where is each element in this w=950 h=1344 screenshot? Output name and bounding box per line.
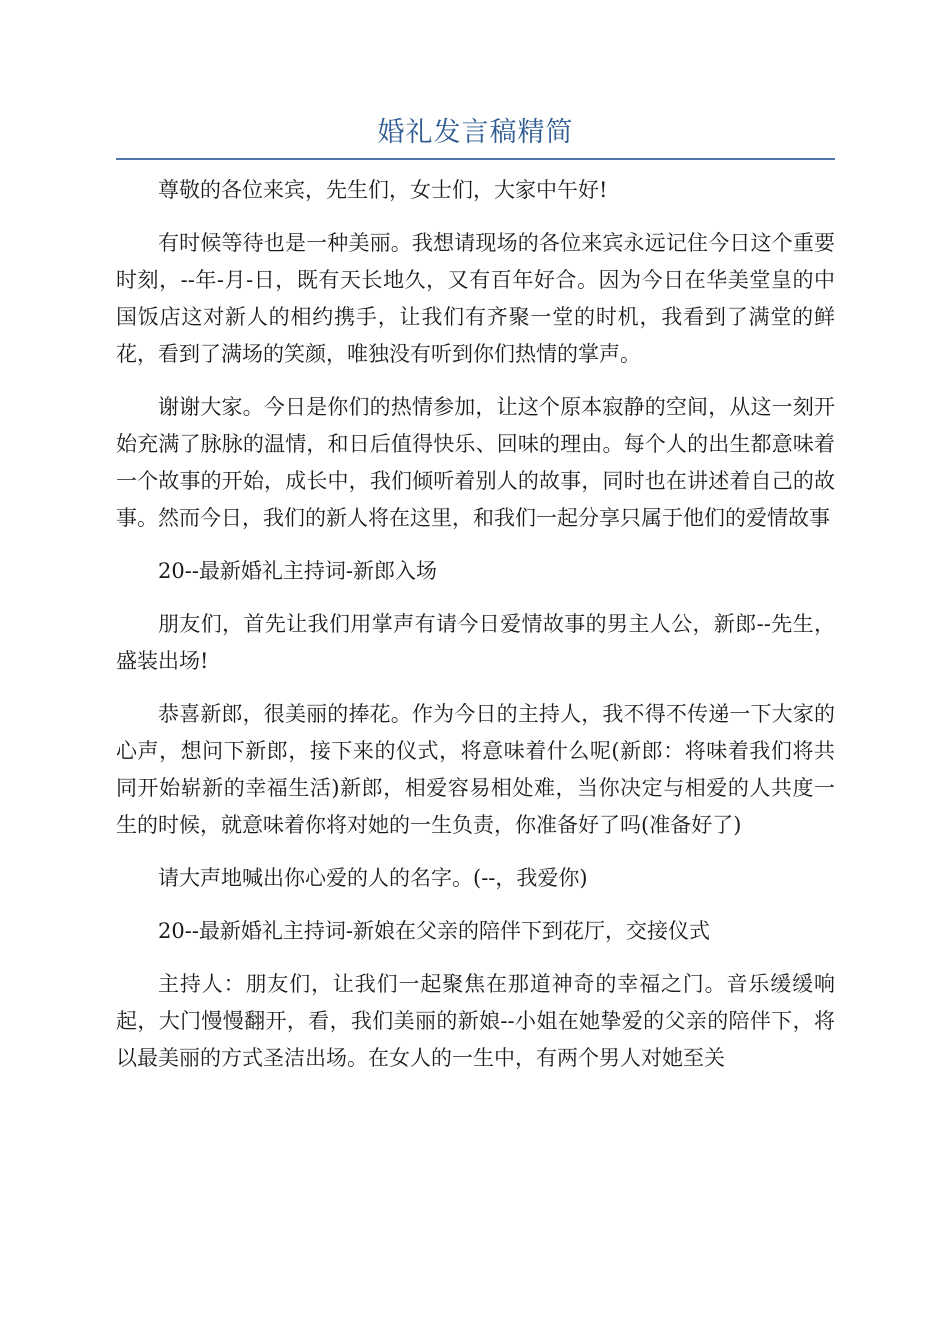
- section-heading-groom-entrance: 20--最新婚礼主持词-新郎入场: [158, 559, 438, 583]
- document-body: [116, 172, 835, 1093]
- paragraph-groom-question: 恭喜新郎，很美丽的捧花。作为今日的主持人，我不得不传递一下大家的心声，想问下新郎，接下来的仪式，将意味着什么呢(新郎：将味着我们将共同开始崭新的幸福生活)新郎，相爱容易相处难，当你决定与相爱的人共度一生的时候，就意味着你将对她的一生负责，你准备好了吗(准备好了): [116, 702, 835, 837]
- paragraph-call-name: 请大声地喊出你心爱的人的名字。(--，我爱你): [158, 866, 588, 890]
- paragraph-thanks: 谢谢大家。今日是你们的热情参加，让这个原本寂静的空间，从这一刻开始充满了脉脉的温情，和日后值得快乐、回味的理由。每个人的出生都意味着一个故事的开始，成长中，我们倾听着别人的故事，同时也在讲述着自己的故事。然而今日，我们的新人将在这里，和我们一起分享只属于他们的爱情故事: [116, 395, 835, 530]
- title-block: [116, 112, 835, 160]
- paragraph-waiting: 有时候等待也是一种美丽。我想请现场的各位来宾永远记住今日这个重要时刻，--年-月-日，既有天长地久，又有百年好合。因为今日在华美堂皇的中国饭店这对新人的相约携手，让我们有齐聚一堂的时机，我看到了满堂的鲜花，看到了满场的笑颜，唯独没有听到你们热情的掌声。: [116, 231, 835, 366]
- document-title: 婚礼发言稿精简: [377, 117, 574, 148]
- paragraph-groom-invite: 朋友们，首先让我们用掌声有请今日爱情故事的男主人公，新郎--先生，盛装出场!: [116, 612, 835, 673]
- section-heading-bride-entrance: 20--最新婚礼主持词-新娘在父亲的陪伴下到花厅，交接仪式: [158, 919, 711, 943]
- paragraph-bride-entrance: 主持人：朋友们，让我们一起聚焦在那道神奇的幸福之门。音乐缓缓响起，大门慢慢翻开，看，我们美丽的新娘--小姐在她挚爱的父亲的陪伴下，将以最美丽的方式圣洁出场。在女人的一生中，有两个男人对她至关: [116, 972, 835, 1070]
- paragraph-greeting: 尊敬的各位来宾，先生们，女士们，大家中午好!: [158, 178, 608, 202]
